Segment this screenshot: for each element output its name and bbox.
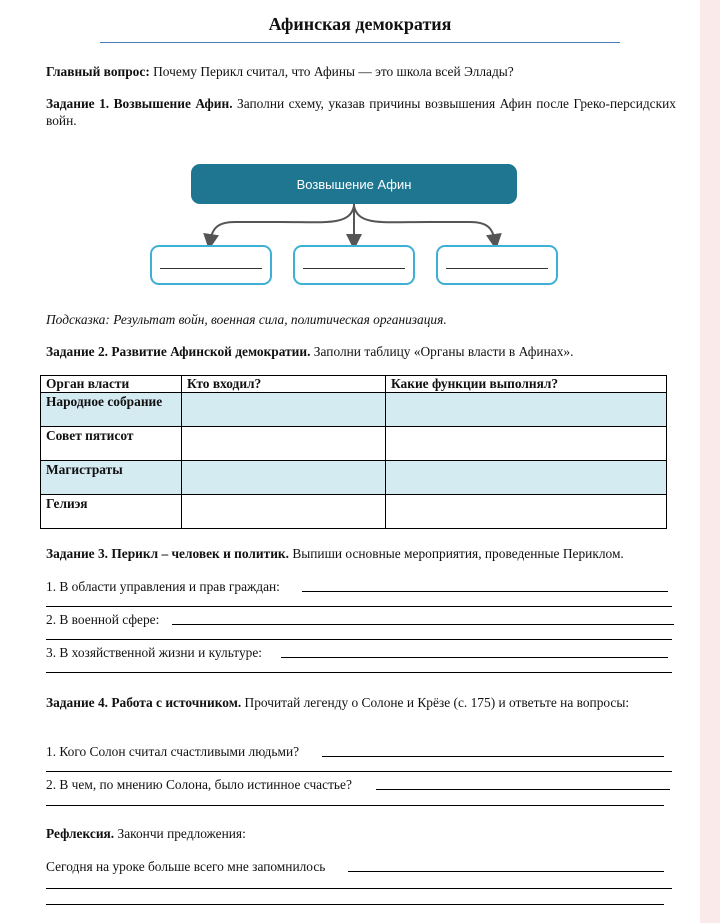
task4-instructions (46, 694, 676, 711)
task4-item (46, 776, 676, 793)
task4-item (46, 743, 676, 760)
table-row-label: Гелиэя (41, 495, 182, 529)
table-cell[interactable] (182, 427, 386, 461)
task3-item (46, 611, 676, 628)
diagram-head: Возвышение Афин (191, 164, 517, 204)
table-cell[interactable] (386, 461, 667, 495)
table-cell[interactable] (386, 495, 667, 529)
rise-of-athens-diagram (140, 160, 570, 295)
task4-item-label: 2. В чем, по мнению Солона, было истинное счастье? (46, 777, 352, 792)
answer-line[interactable] (46, 805, 664, 806)
table-row (41, 393, 667, 427)
main-question (46, 63, 676, 80)
diagram-answer-box[interactable] (436, 245, 558, 285)
main-question-text: Почему Перикл считал, что Афины — это школа всей Эллады? (149, 64, 514, 79)
answer-line[interactable] (46, 771, 672, 772)
task3-item (46, 644, 676, 661)
answer-line (160, 268, 262, 269)
table-cell[interactable] (182, 495, 386, 529)
page-title: Афинская демократия (268, 14, 452, 34)
task2-instructions (46, 343, 676, 360)
table-header: Орган власти (41, 376, 182, 393)
task4-label: Задание 4. Работа с источником. (46, 695, 242, 710)
reflection-instructions (46, 825, 676, 842)
answer-line[interactable] (46, 606, 672, 607)
table-header: Какие функции выполнял? (386, 376, 667, 393)
answer-line[interactable] (46, 888, 672, 889)
reflection-label: Рефлексия. (46, 826, 115, 841)
table-row (41, 427, 667, 461)
table-header-row (41, 376, 667, 393)
answer-line (303, 268, 405, 269)
government-bodies-table (40, 375, 667, 529)
answer-line[interactable] (46, 904, 664, 905)
task3-label: Задание 3. Перикл – человек и политик. (46, 546, 289, 561)
answer-line[interactable] (348, 871, 664, 872)
table-header: Кто входил? (182, 376, 386, 393)
answer-line[interactable] (302, 591, 668, 592)
table-row (41, 461, 667, 495)
task1-text: Заполни схему, указав причины возвышения Афин после Греко-персидских войн. (46, 96, 676, 128)
answer-line[interactable] (46, 639, 672, 640)
answer-line[interactable] (376, 789, 670, 790)
answer-line[interactable] (281, 657, 668, 658)
task2-text: Заполни таблицу «Органы власти в Афинах». (310, 344, 574, 359)
arrow-left (210, 206, 354, 242)
table-row (41, 495, 667, 529)
reflection-item (46, 858, 676, 875)
diagram-answer-box[interactable] (293, 245, 415, 285)
reflection-prompt: Сегодня на уроке больше всего мне запомнилось (46, 859, 326, 874)
page-margin (700, 0, 720, 923)
table-cell[interactable] (386, 427, 667, 461)
task3-instructions (46, 545, 676, 562)
answer-line[interactable] (172, 624, 674, 625)
main-question-label: Главный вопрос: (46, 64, 150, 79)
table-cell[interactable] (386, 393, 667, 427)
table-row-label: Магистраты (41, 461, 182, 495)
task4-item-label: 1. Кого Солон считал счастливыми людьми? (46, 744, 300, 759)
task2-label: Задание 2. Развитие Афинской демократии. (46, 344, 311, 359)
reflection-text: Закончи предложения: (114, 826, 246, 841)
task3-item-label: 1. В области управления и прав граждан: (46, 579, 280, 594)
answer-line[interactable] (322, 756, 664, 757)
title-underline (100, 42, 620, 43)
task1-label: Задание 1. Возвышение Афин. (46, 96, 233, 111)
table-row-label: Совет пятисот (41, 427, 182, 461)
table-row-label: Народное собрание (41, 393, 182, 427)
answer-line (446, 268, 548, 269)
table-cell[interactable] (182, 461, 386, 495)
answer-line[interactable] (46, 672, 672, 673)
task3-item (46, 578, 676, 595)
task4-text: Прочитай легенду о Солоне и Крёзе (с. 175) и ответьте на вопросы: (241, 695, 630, 710)
task1-hint: Подсказка: Результат войн, военная сила, политическая организация. (46, 312, 447, 327)
task3-item-label: 2. В военной сфере: (46, 612, 160, 627)
table-cell[interactable] (182, 393, 386, 427)
task1-instructions (46, 95, 676, 129)
task3-item-label: 3. В хозяйственной жизни и культуре: (46, 645, 263, 660)
arrow-right (354, 206, 495, 242)
task3-text: Выпиши основные мероприятия, проведенные Периклом. (288, 546, 624, 561)
diagram-answer-box[interactable] (150, 245, 272, 285)
